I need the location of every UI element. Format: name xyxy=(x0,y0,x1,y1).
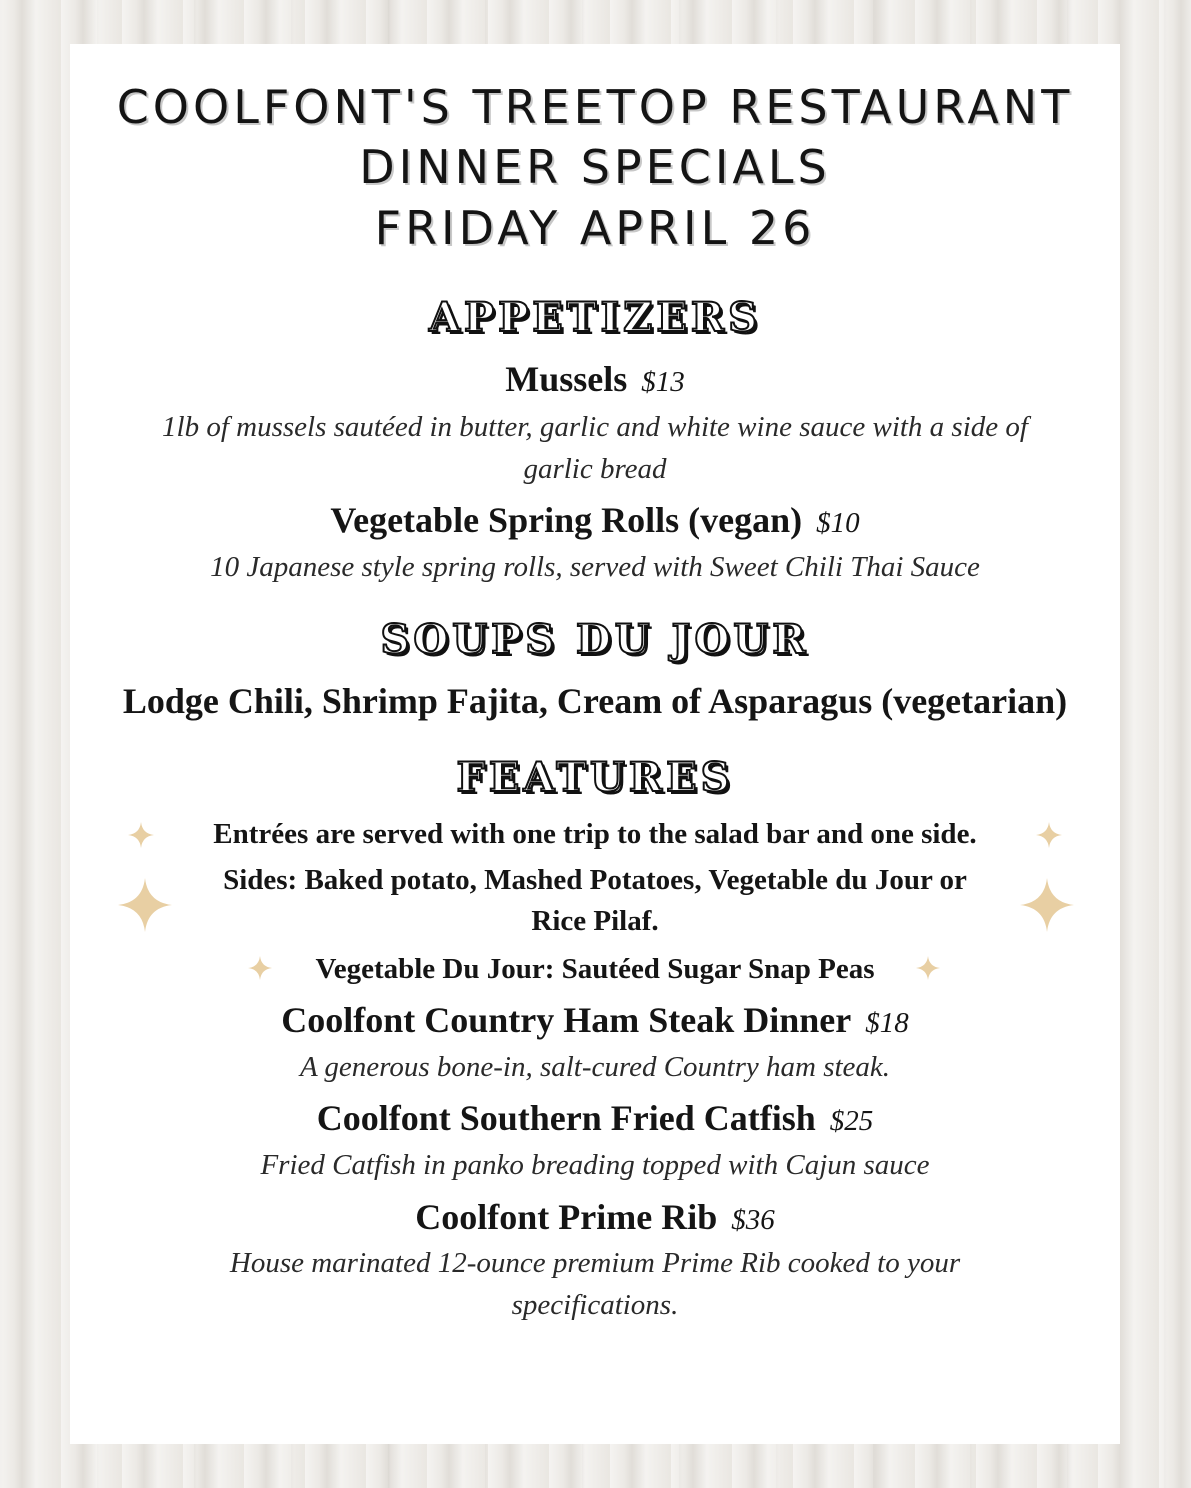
item-name: Vegetable Spring Rolls (vegan) xyxy=(330,500,803,540)
feature-note-side-options: Sides: Baked potato, Mashed Potatoes, Vegetable du Jour or xyxy=(223,864,967,896)
item-price: $36 xyxy=(731,1204,775,1236)
item-price: $10 xyxy=(816,507,860,539)
item-description: 10 Japanese style spring rolls, served with Sweet Chili Thai Sauce xyxy=(210,551,980,583)
features-heading: FEATURES xyxy=(456,754,734,801)
sparkle-icon xyxy=(118,878,172,932)
item-price: $25 xyxy=(829,1105,874,1137)
soups-list: Lodge Chili, Shrimp Fajita, Cream of Asparagus (vegetarian) xyxy=(122,681,1068,721)
sparkle-icon xyxy=(1036,822,1062,848)
sparkle-icon xyxy=(248,956,272,980)
sparkle-icon xyxy=(916,956,940,980)
sparkle-icon xyxy=(128,822,154,848)
sparkle-icon xyxy=(1020,878,1074,932)
menu-subtitle: DINNER SPECIALS xyxy=(359,140,831,194)
item-name: Coolfont Southern Fried Catfish xyxy=(316,1098,816,1138)
menu-card xyxy=(70,44,1120,1444)
menu-item-ham-steak xyxy=(70,999,1120,1041)
item-name: Coolfont Prime Rib xyxy=(415,1197,718,1237)
restaurant-title: COOLFONT'S TREETOP RESTAURANT xyxy=(116,80,1074,134)
item-description: House marinated 12-ounce premium Prime Rib cooked to your xyxy=(229,1247,961,1279)
menu-item-spring-rolls xyxy=(70,499,1120,541)
menu-item-catfish xyxy=(70,1097,1120,1139)
feature-note-vegetable: Vegetable Du Jour: Sautéed Sugar Snap Peas xyxy=(315,953,875,985)
item-description: Fried Catfish in panko breading topped with Cajun sauce xyxy=(260,1149,930,1181)
item-name: Mussels xyxy=(505,359,628,399)
item-description: specifications. xyxy=(511,1289,679,1321)
item-price: $18 xyxy=(865,1007,909,1039)
item-price: $13 xyxy=(641,366,685,398)
soups-heading: SOUPS DU JOUR xyxy=(380,616,810,663)
feature-note-sides: Entrées are served with one trip to the salad bar and one side. xyxy=(213,818,977,850)
appetizers-heading: APPETIZERS xyxy=(429,294,761,341)
item-description: A generous bone-in, salt-cured Country ham steak. xyxy=(299,1051,891,1083)
feature-note-side-options-cont: Rice Pilaf. xyxy=(531,905,659,937)
item-description: garlic bread xyxy=(523,453,667,485)
menu-date: FRIDAY APRIL 26 xyxy=(374,201,816,255)
menu-item-prime-rib xyxy=(70,1196,1120,1238)
menu-item-mussels xyxy=(70,358,1120,400)
item-name: Coolfont Country Ham Steak Dinner xyxy=(281,1000,852,1040)
item-description: 1lb of mussels sautéed in butter, garlic and white wine sauce with a side of xyxy=(162,411,1028,443)
